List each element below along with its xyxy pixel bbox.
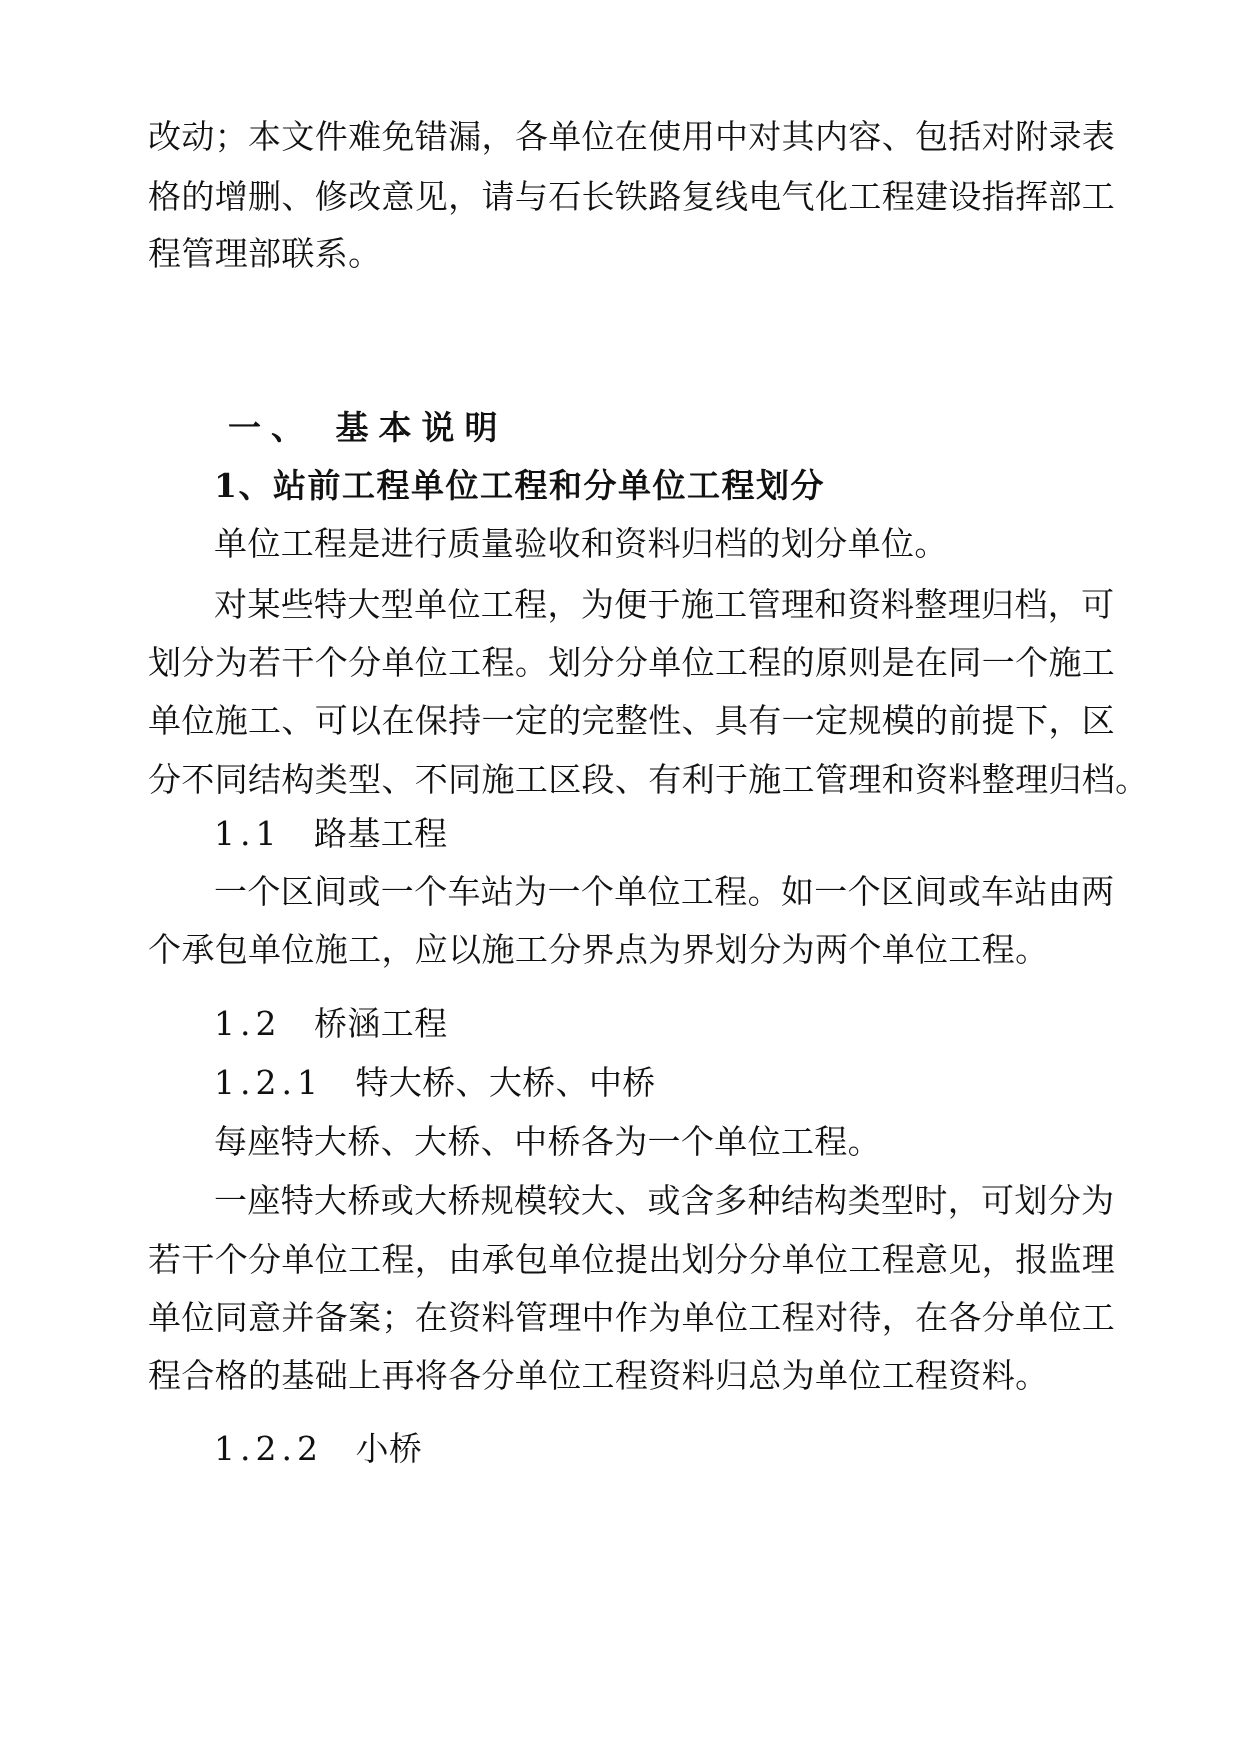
large-bridge-line-5: 程合格的基础上再将各分单位工程资料归总为单位工程资料。	[148, 1356, 1049, 1395]
subsection-title: 1、站前工程单位工程和分单位工程划分	[214, 466, 825, 505]
roadbed-line-2: 个承包单位施工，应以施工分界点为界划分为两个单位工程。	[148, 930, 1049, 969]
paragraph-large-projects-line-3: 单位施工、可以在保持一定的完整性、具有一定规模的前提下，区	[148, 701, 1116, 740]
heading-large-bridge-title: 特大桥、大桥、中桥	[355, 1063, 656, 1102]
heading-small-bridge-number: 1.2.2	[214, 1429, 323, 1468]
large-bridge-line-4: 单位同意并备案；在资料管理中作为单位工程对待，在各分单位工	[148, 1298, 1116, 1337]
roadbed-line-1: 一个区间或一个车站为一个单位工程。如一个区间或车站由两	[214, 872, 1115, 911]
intro-line-2: 格的增删、修改意见，请与石长铁路复线电气化工程建设指挥部工	[148, 177, 1116, 216]
heading-bridge	[214, 1004, 1108, 1044]
heading-small-bridge-title: 小桥	[355, 1429, 423, 1468]
intro-line-1: 改动；本文件难免错漏，各单位在使用中对其内容、包括对附录表	[148, 117, 1116, 156]
large-bridge-line-1: 每座特大桥、大桥、中桥各为一个单位工程。	[214, 1122, 881, 1161]
heading-roadbed-number: 1.1	[214, 814, 282, 853]
heading-large-bridge	[214, 1063, 1108, 1103]
heading-large-bridge-number: 1.2.1	[214, 1063, 323, 1102]
paragraph-large-projects-line-4: 分不同结构类型、不同施工区段、有利于施工管理和资料整理归档。	[148, 760, 1149, 799]
heading-small-bridge	[214, 1429, 1108, 1469]
heading-bridge-number: 1.2	[214, 1004, 282, 1043]
large-bridge-line-2: 一座特大桥或大桥规模较大、或含多种结构类型时，可划分为	[214, 1181, 1115, 1220]
paragraph-large-projects-line-2: 划分为若干个分单位工程。划分分单位工程的原则是在同一个施工	[148, 643, 1116, 682]
large-bridge-line-3: 若干个分单位工程，由承包单位提出划分分单位工程意见，报监理	[148, 1240, 1116, 1279]
heading-roadbed	[214, 814, 1108, 854]
heading-bridge-title: 桥涵工程	[314, 1004, 448, 1043]
paragraph-unit-definition: 单位工程是进行质量验收和资料归档的划分单位。	[214, 524, 948, 563]
intro-line-3: 程管理部联系。	[148, 234, 382, 273]
section-title: 一、 基本说明	[228, 408, 508, 447]
paragraph-large-projects-line-1: 对某些特大型单位工程，为便于施工管理和资料整理归档，可	[214, 585, 1115, 624]
heading-roadbed-title: 路基工程	[314, 814, 448, 853]
